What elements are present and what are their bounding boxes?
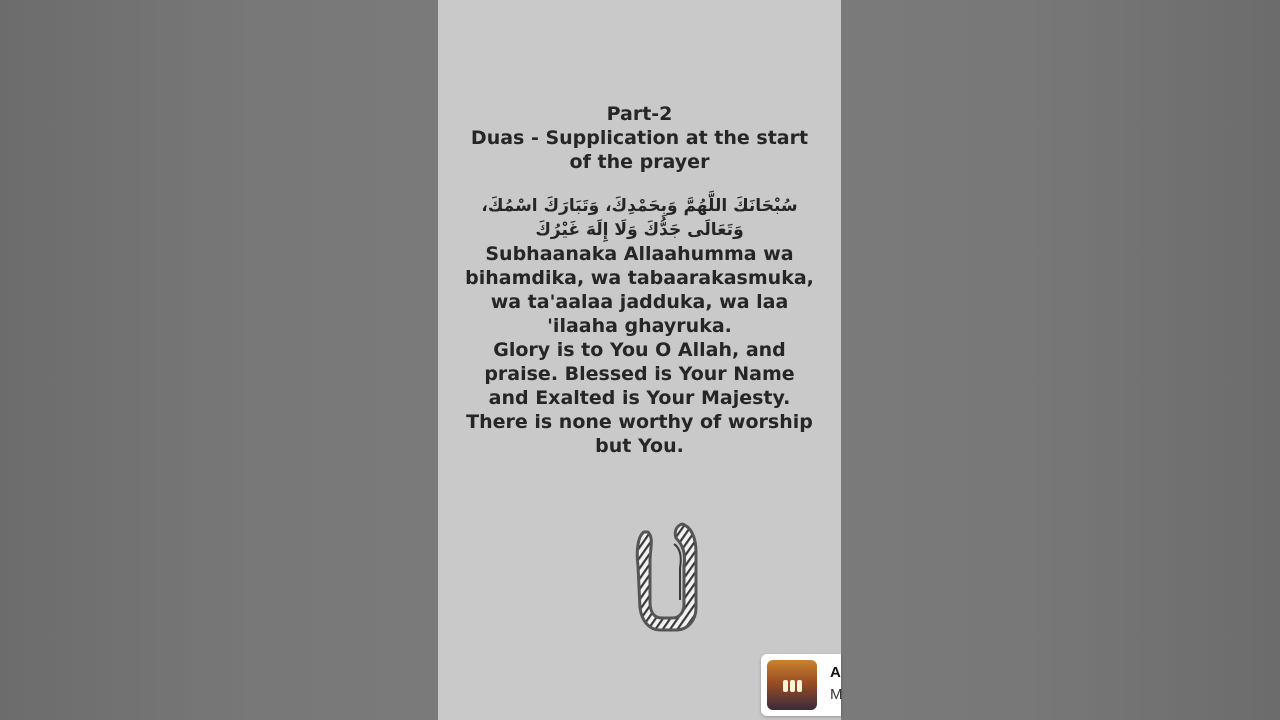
- text-content: [438, 102, 841, 458]
- mosque-sunset-thumbnail-icon: [767, 660, 817, 710]
- transliteration: Subhaanaka Allaahumma wa bihamdika, wa tabaarakasmuka, wa ta'aalaa jadduka, wa laa 'ilaaha ghayruka.: [465, 243, 814, 337]
- video-frame[interactable]: [438, 0, 841, 720]
- part-title: Part-2: [606, 103, 673, 125]
- translation: Glory is to You O Allah, and praise. Blessed is Your Name and Exalted is Your Majesty. There is none worthy of worship but You.: [466, 339, 813, 457]
- heading: Duas - Supplication at the start of the prayer: [470, 127, 809, 173]
- now-playing-title: A: [830, 664, 841, 681]
- now-playing-card[interactable]: [761, 654, 841, 716]
- now-playing-subtitle: M: [830, 686, 843, 703]
- bar-mark: [790, 680, 795, 692]
- calligraphy-emblem-icon: [634, 522, 702, 634]
- bar-mark: [797, 680, 802, 692]
- bar-mark: [783, 680, 788, 692]
- arabic-dua: سُبْحَانَكَ اللَّهُمَّ وَبِحَمْدِكَ، وَتَبَارَكَ اسْمُكَ، وَتَعَالَى جَدُّكَ وَلَا إِلَهَ غَيْرُكَ: [481, 196, 798, 240]
